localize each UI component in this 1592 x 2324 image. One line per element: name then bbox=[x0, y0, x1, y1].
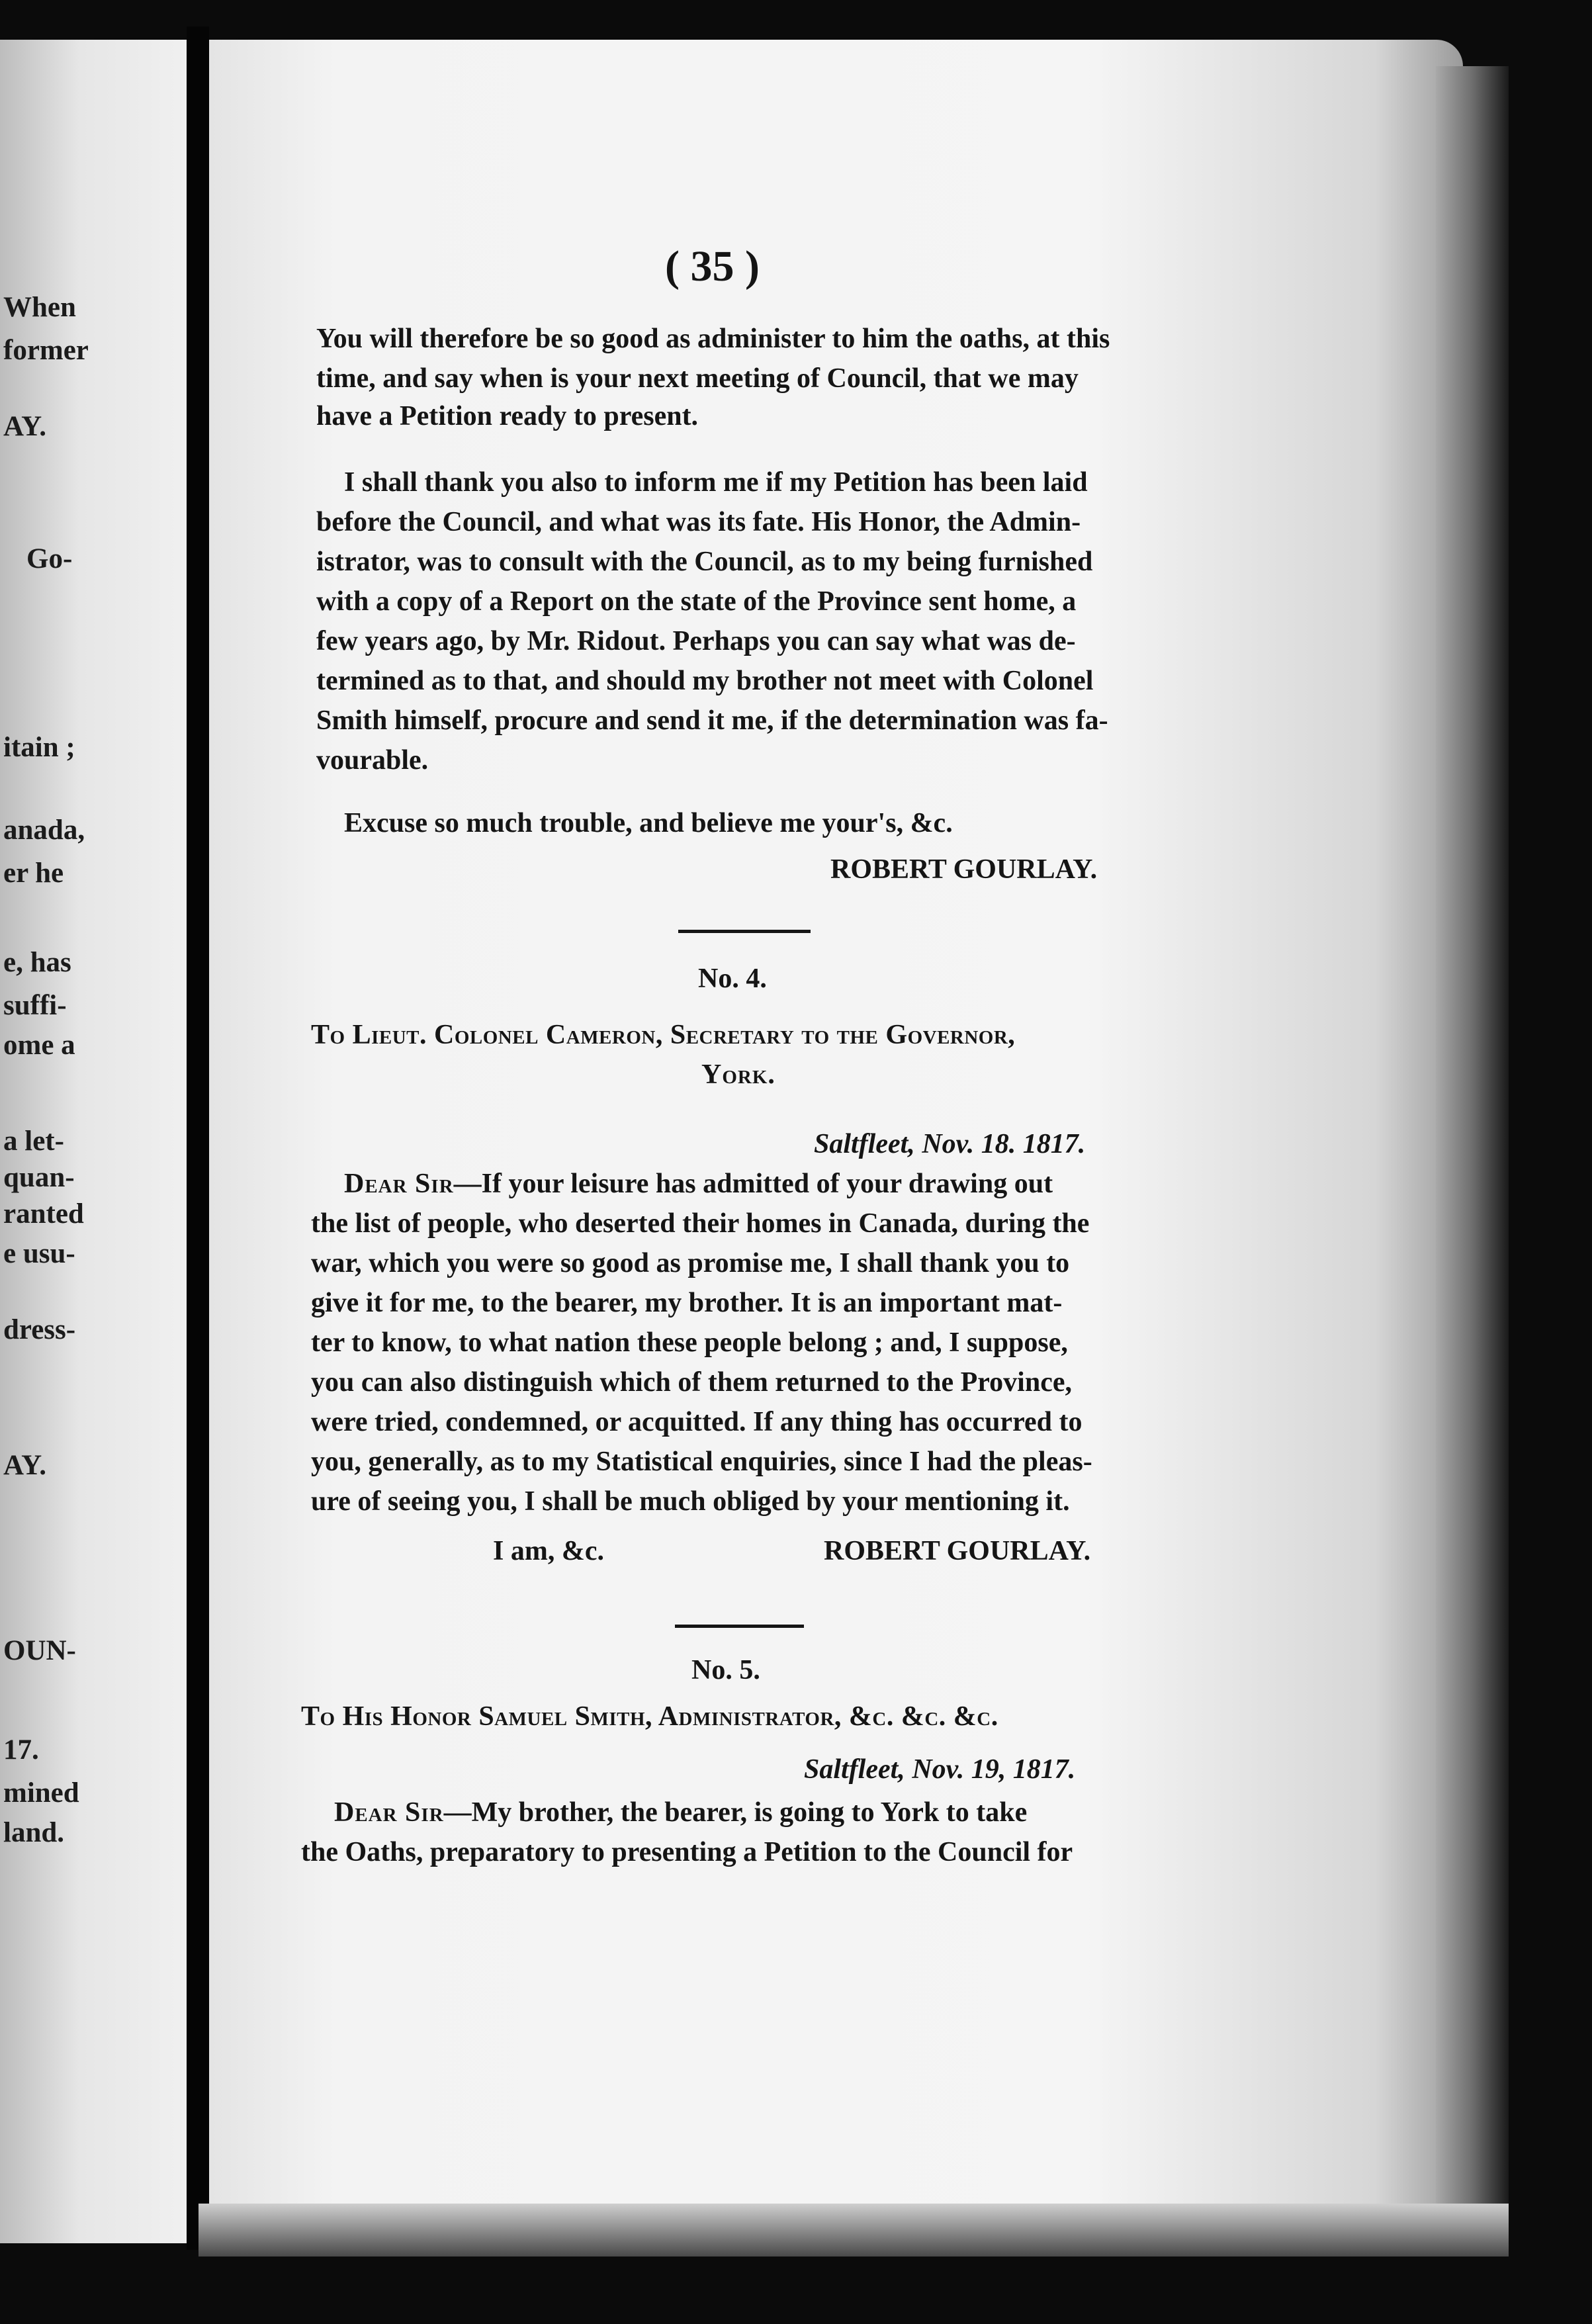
letter-number: No. 5. bbox=[691, 1655, 760, 1685]
text-line: ure of seeing you, I shall be much obliged by your mentioning it. bbox=[311, 1486, 1070, 1517]
page-bottom-shadow bbox=[199, 2204, 1509, 2257]
left-fragment: 17. bbox=[3, 1734, 39, 1765]
salutation: Dear Sir bbox=[334, 1797, 444, 1828]
letter-recipient: To His Honor Samuel Smith, Administrator, &c. &c. &c. bbox=[301, 1701, 998, 1732]
text-line: You will therefore be so good as administer to him the oaths, at this bbox=[316, 324, 1110, 354]
left-fragment: AY. bbox=[3, 1450, 46, 1481]
left-fragment: mined bbox=[3, 1777, 79, 1809]
divider-rule bbox=[678, 930, 811, 933]
left-fragment: ranted bbox=[3, 1198, 84, 1229]
text-line: time, and say when is your next meeting of Council, that we may bbox=[316, 363, 1079, 394]
place: Saltfleet, bbox=[804, 1754, 905, 1785]
left-fragment: er he bbox=[3, 858, 64, 889]
salutation: Dear Sir bbox=[344, 1169, 454, 1199]
left-fragment: anada, bbox=[3, 815, 85, 846]
left-fragment: When bbox=[3, 292, 76, 323]
place: Saltfleet, bbox=[814, 1129, 915, 1159]
text-line: have a Petition ready to present. bbox=[316, 401, 699, 431]
text-line: you can also distinguish which of them returned to the Province, bbox=[311, 1367, 1072, 1398]
letter-recipient-city: York. bbox=[701, 1059, 775, 1090]
date: Nov. 18. 1817. bbox=[922, 1129, 1086, 1159]
text-line: with a copy of a Report on the state of the Province sent home, a bbox=[316, 586, 1077, 617]
text-line: before the Council, and what was its fate. His Honor, the Admin- bbox=[316, 507, 1081, 537]
left-fragment: a let- bbox=[3, 1126, 64, 1157]
text-line: few years ago, by Mr. Ridout. Perhaps you can say what was de- bbox=[316, 626, 1076, 656]
left-fragment: OUN- bbox=[3, 1635, 76, 1666]
left-fragment: dress- bbox=[3, 1314, 76, 1345]
text-line: war, which you were so good as promise me, I shall thank you to bbox=[311, 1248, 1070, 1278]
left-fragment: ome a bbox=[3, 1030, 75, 1061]
text-line: you, generally, as to my Statistical enquiries, since I had the pleas- bbox=[311, 1447, 1092, 1477]
date: Nov. 19, 1817. bbox=[912, 1754, 1076, 1785]
text-line: termined as to that, and should my brother not meet with Colonel bbox=[316, 666, 1094, 696]
book-spine bbox=[187, 26, 209, 2250]
text-line: ter to know, to what nation these people belong ; and, I suppose, bbox=[311, 1327, 1068, 1358]
text-line: —If your leisure has admitted of your drawing out bbox=[453, 1169, 1053, 1199]
left-fragment: suffi- bbox=[3, 990, 67, 1021]
text-line: the Oaths, preparatory to presenting a Petition to the Council for bbox=[301, 1837, 1073, 1867]
left-fragment: former bbox=[3, 335, 89, 366]
left-fragment: land. bbox=[3, 1817, 65, 1848]
left-fragment: AY. bbox=[3, 411, 46, 442]
signature: ROBERT GOURLAY. bbox=[824, 1536, 1091, 1566]
divider-rule bbox=[675, 1625, 804, 1628]
text-line: the list of people, who deserted their homes in Canada, during the bbox=[311, 1208, 1090, 1239]
text-line: vourable. bbox=[316, 745, 429, 776]
left-fragment: e, has bbox=[3, 947, 71, 978]
left-fragment: Go- bbox=[26, 543, 73, 574]
text-line: Smith himself, procure and send it me, if the determination was fa- bbox=[316, 705, 1108, 736]
left-fragment: quan- bbox=[3, 1162, 75, 1193]
closing-line: Excuse so much trouble, and believe me your's, &c. bbox=[344, 808, 953, 838]
left-fragment: e usu- bbox=[3, 1238, 75, 1269]
text-line: istrator, was to consult with the Council, as to my being furnished bbox=[316, 547, 1093, 577]
closing: I am, &c. bbox=[493, 1536, 604, 1566]
text-line: —My brother, the bearer, is going to York to take bbox=[443, 1797, 1028, 1828]
text-line: I shall thank you also to inform me if my Petition has been laid bbox=[344, 467, 1088, 498]
text-line: give it for me, to the bearer, my brother. It is an important mat- bbox=[311, 1288, 1063, 1318]
left-fragment: itain ; bbox=[3, 732, 75, 763]
letter-recipient: To Lieut. Colonel Cameron, Secretary to the Governor, bbox=[311, 1020, 1016, 1050]
signature: ROBERT GOURLAY. bbox=[830, 854, 1098, 885]
page-right-edge bbox=[1436, 66, 1509, 2223]
letter-number: No. 4. bbox=[698, 963, 767, 994]
text-line: were tried, condemned, or acquitted. If any thing has occurred to bbox=[311, 1407, 1083, 1437]
page-number: ( 35 ) bbox=[665, 242, 760, 290]
